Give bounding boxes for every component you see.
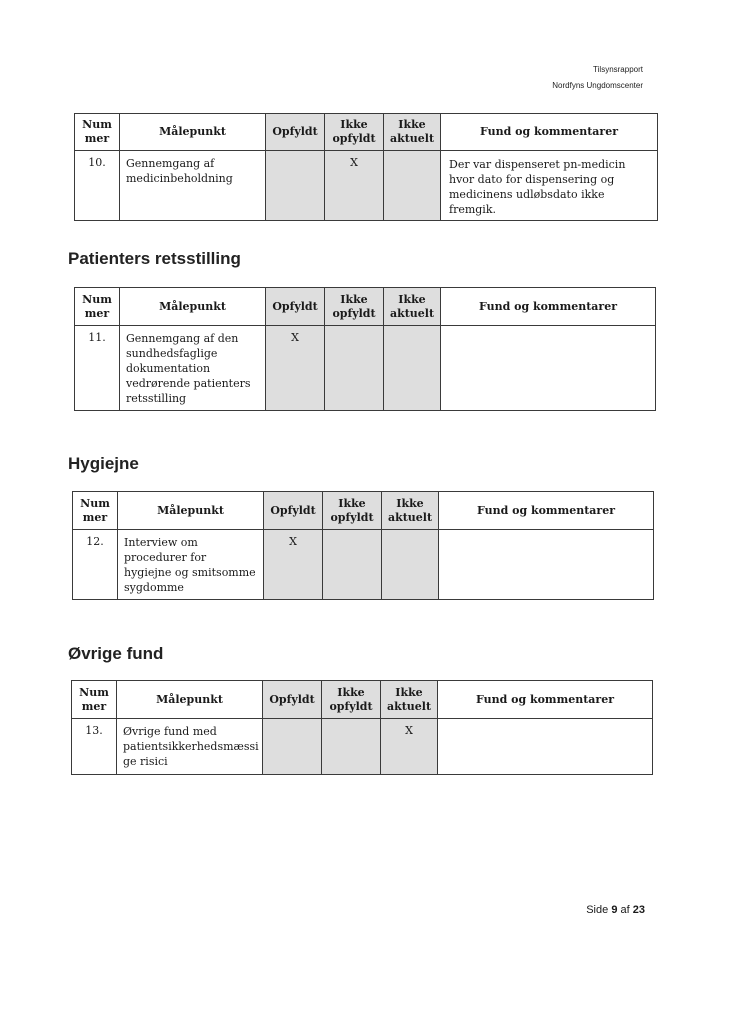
col-header-fund: Fund og kommentarer [438, 681, 653, 719]
col-header-num: Num mer [75, 114, 120, 151]
row-number: 11. [75, 326, 120, 411]
section-title-hygiejne: Hygiejne [68, 454, 139, 473]
row-fund [438, 719, 653, 775]
table-row [72, 719, 653, 775]
col-header-malepunkt: Målepunkt [120, 114, 266, 151]
table-row [73, 530, 654, 600]
col-header-ikke-aktuelt: Ikke aktuelt [381, 681, 438, 719]
table-header-row [75, 114, 658, 151]
col-header-opfyldt: Opfyldt [266, 114, 325, 151]
measurement-table-10 [74, 113, 658, 221]
table-header-row [75, 288, 656, 326]
report-title: Tilsynsrapport [593, 65, 643, 74]
row-malepunkt: Interview om procedurer for hygiejne og smitsomme sygdomme [118, 530, 264, 600]
total-pages: 23 [632, 904, 645, 916]
measurement-table-12 [72, 491, 654, 600]
col-header-ikke-opfyldt: Ikke opfyldt [322, 681, 381, 719]
row-malepunkt: Gennemgang af den sundhedsfaglige dokumentation vedrørende patienters retsstilling [120, 326, 266, 411]
row-number: 12. [73, 530, 118, 600]
row-opfyldt [266, 151, 325, 221]
col-header-malepunkt: Målepunkt [120, 288, 266, 326]
col-header-malepunkt: Målepunkt [117, 681, 263, 719]
col-header-ikke-opfyldt: Ikke opfyldt [325, 114, 384, 151]
row-number: 10. [75, 151, 120, 221]
row-ikke-aktuelt [384, 326, 441, 411]
col-header-fund: Fund og kommentarer [439, 492, 654, 530]
row-ikke-opfyldt [325, 326, 384, 411]
table-row [75, 151, 658, 221]
row-fund [441, 326, 656, 411]
col-header-ikke-opfyldt: Ikke opfyldt [325, 288, 384, 326]
row-ikke-opfyldt: X [325, 151, 384, 221]
institution-name: Nordfyns Ungdomscenter [552, 81, 643, 90]
col-header-ikke-aktuelt: Ikke aktuelt [384, 288, 441, 326]
col-header-num: Num mer [75, 288, 120, 326]
row-ikke-aktuelt [382, 530, 439, 600]
row-fund: Der var dispenseret pn-medicin hvor dato for dispensering og medicinens udløbsdato ikke fremgik. [441, 151, 658, 221]
table-header-row [73, 492, 654, 530]
col-header-fund: Fund og kommentarer [441, 288, 656, 326]
row-malepunkt: Øvrige fund med patientsikkerhedsmæssi ge risici [117, 719, 263, 775]
row-opfyldt [263, 719, 322, 775]
col-header-ikke-aktuelt: Ikke aktuelt [384, 114, 441, 151]
measurement-table-13 [71, 680, 653, 775]
row-number: 13. [72, 719, 117, 775]
col-header-num: Num mer [72, 681, 117, 719]
row-fund [439, 530, 654, 600]
table-row [75, 326, 656, 411]
measurement-table-11 [74, 287, 656, 411]
row-ikke-aktuelt [384, 151, 441, 221]
section-title-patienters-retsstilling: Patienters retsstilling [68, 249, 241, 268]
section-title-ovrige-fund: Øvrige fund [68, 644, 164, 663]
row-opfyldt: X [264, 530, 323, 600]
col-header-fund: Fund og kommentarer [441, 114, 658, 151]
row-malepunkt: Gennemgang af medicinbeholdning [120, 151, 266, 221]
col-header-opfyldt: Opfyldt [264, 492, 323, 530]
col-header-opfyldt: Opfyldt [266, 288, 325, 326]
row-opfyldt: X [266, 326, 325, 411]
row-ikke-aktuelt: X [381, 719, 438, 775]
col-header-ikke-aktuelt: Ikke aktuelt [382, 492, 439, 530]
row-ikke-opfyldt [322, 719, 381, 775]
page-header [552, 62, 643, 94]
col-header-opfyldt: Opfyldt [263, 681, 322, 719]
col-header-ikke-opfyldt: Ikke opfyldt [323, 492, 382, 530]
col-header-malepunkt: Målepunkt [118, 492, 264, 530]
table-header-row [72, 681, 653, 719]
page-number: Side 9 af 23 [586, 904, 645, 916]
current-page: 9 [611, 904, 618, 916]
col-header-num: Num mer [73, 492, 118, 530]
row-ikke-opfyldt [323, 530, 382, 600]
